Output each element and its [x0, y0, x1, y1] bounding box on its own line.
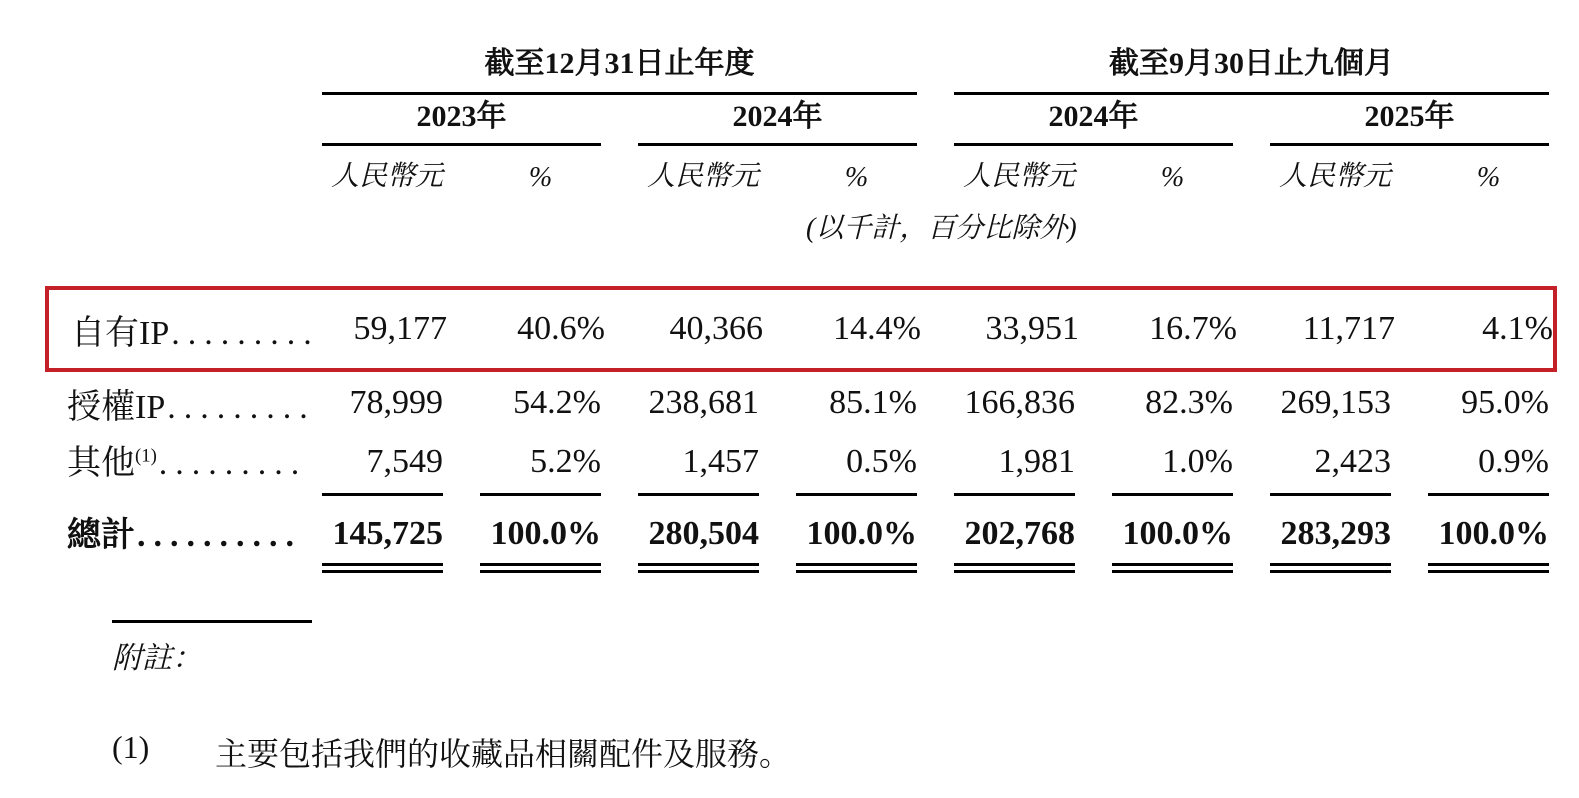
table-cell: 100.0% [480, 515, 601, 566]
col-header-rmb: 人民幣元 [962, 161, 1075, 192]
leader-dots: ......... [171, 314, 320, 352]
table-cell: 59,177 [353, 310, 447, 347]
row-label [49, 305, 320, 354]
period-header-nine-months: 截至9月30日止九個月 [954, 38, 1549, 95]
table-cell: 1,981 [954, 443, 1075, 496]
col-header-rmb: 人民幣元 [646, 161, 759, 192]
col-header-percent: % [1160, 162, 1185, 193]
row-label-text: 自有IP [71, 314, 170, 352]
table-cell: 95.0% [1461, 384, 1549, 421]
period-header-year-ended: 截至12月31日止年度 [322, 38, 917, 95]
row-label-text: 其他 [67, 445, 135, 482]
table-cell: 7,549 [322, 443, 443, 496]
col-header-percent: % [1476, 162, 1501, 193]
table-cell: 0.5% [796, 443, 917, 496]
table-cell: 283,293 [1270, 515, 1391, 566]
year-header-row [45, 88, 1557, 146]
table-cell: 5.2% [480, 443, 601, 496]
table-cell: 145,725 [322, 515, 443, 566]
leader-dots: ......... [158, 445, 308, 482]
table-cell: 202,768 [954, 515, 1075, 566]
table-cell: 54.2% [513, 384, 601, 421]
row-label-text: 總計 [67, 517, 135, 554]
table-row-others [45, 434, 1557, 496]
table-cell: 238,681 [648, 384, 759, 421]
table-cell: 85.1% [829, 384, 917, 421]
table-row-total [45, 496, 1557, 566]
table-row-licensed-ip [45, 372, 1557, 434]
row-label [45, 379, 316, 428]
year-header-2024-9m: 2024年 [954, 91, 1233, 146]
table-cell: 100.0% [1428, 515, 1549, 566]
units-note: (以千計，百分比除外) [806, 213, 1077, 244]
year-header-2024: 2024年 [638, 91, 917, 146]
period-spanner-row [45, 38, 1557, 88]
leader-dots: ......... [167, 388, 316, 426]
table-cell: 40,366 [669, 310, 763, 347]
footnote-ref: (1) [135, 445, 157, 467]
row-label-text: 授權IP [67, 388, 166, 426]
table-cell: 16.7% [1149, 310, 1237, 347]
footnotes-section [112, 620, 1579, 775]
table-cell: 0.9% [1428, 443, 1549, 496]
footnote-divider [112, 620, 312, 623]
footnote-item [112, 729, 1579, 775]
table-cell: 4.1% [1482, 310, 1553, 347]
table-cell: 11,717 [1302, 310, 1395, 347]
table-cell: 269,153 [1280, 384, 1391, 421]
col-header-rmb: 人民幣元 [1278, 161, 1391, 192]
year-header-2025: 2025年 [1270, 91, 1549, 146]
col-header-rmb: 人民幣元 [330, 161, 443, 192]
row-label [45, 435, 308, 496]
footnote-marker: (1) [112, 729, 150, 765]
sub-header-row [45, 146, 1557, 198]
col-header-percent: % [844, 162, 869, 193]
footnote-text: 主要包括我們的收藏品相關配件及服務。 [215, 736, 792, 772]
spacer [45, 244, 1579, 286]
table-cell: 82.3% [1145, 384, 1233, 421]
table-cell: 166,836 [964, 384, 1075, 421]
table-cell: 100.0% [1112, 515, 1233, 566]
table-cell: 78,999 [349, 384, 443, 421]
col-header-percent: % [528, 162, 553, 193]
table-cell: 14.4% [833, 310, 921, 347]
year-header-2023: 2023年 [322, 91, 601, 146]
table-cell: 280,504 [638, 515, 759, 566]
table-cell: 1.0% [1112, 443, 1233, 496]
table-cell: 40.6% [517, 310, 605, 347]
table-cell: 100.0% [796, 515, 917, 566]
footnotes-heading: 附註： [112, 642, 202, 675]
table-cell: 2,423 [1270, 443, 1391, 496]
row-label [45, 507, 302, 566]
units-note-row [45, 198, 1557, 244]
leader-dots: .......... [137, 517, 302, 554]
table-cell: 1,457 [638, 443, 759, 496]
table-cell: 33,951 [985, 310, 1079, 347]
table-row-own-ip-highlighted [45, 286, 1557, 372]
